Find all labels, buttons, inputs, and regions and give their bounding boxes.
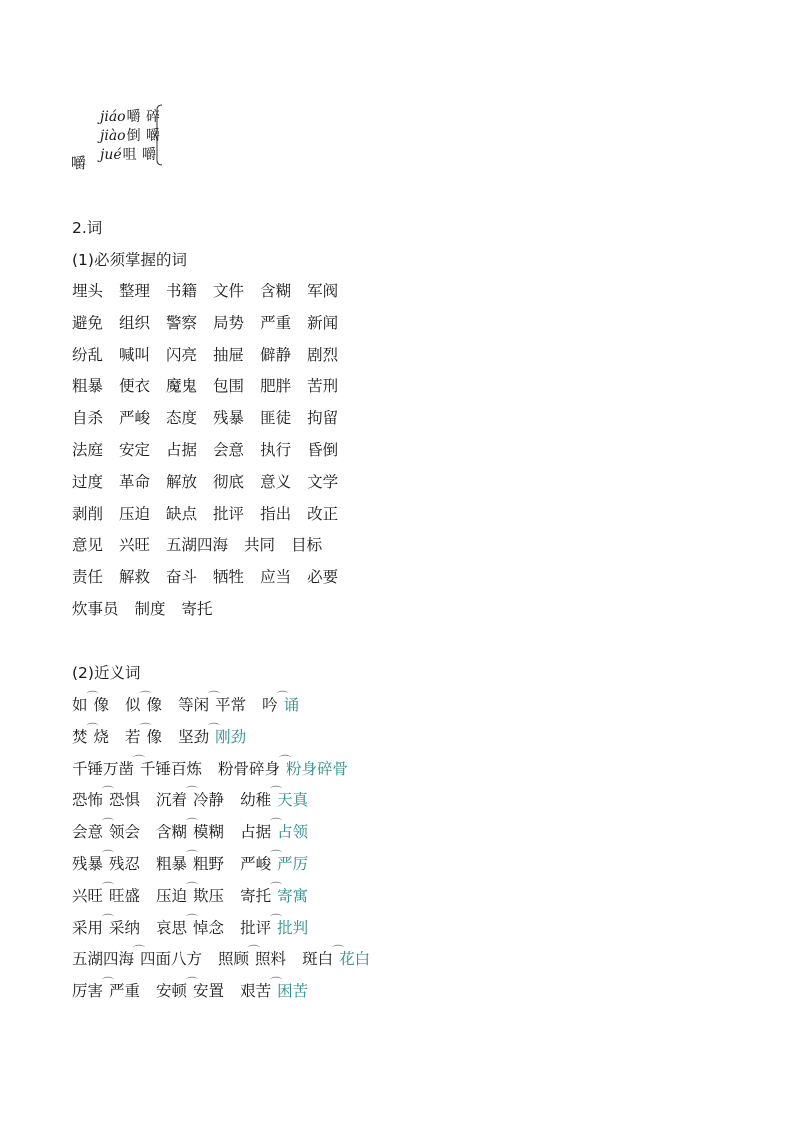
synonym-word: 领会 — [109, 823, 141, 842]
word: 魔鬼 — [166, 377, 198, 396]
word: 彻底 — [213, 472, 245, 491]
synonym-word: 残暴 — [72, 855, 104, 873]
word: 嚼 — [142, 147, 157, 163]
word: 拘留 — [307, 409, 339, 428]
link-arc-icon: ⌒ — [186, 849, 199, 863]
link-arc-icon: ⌒ — [186, 785, 199, 800]
link-arc-icon: ⌒ — [270, 976, 283, 991]
synonym-word: 悼念 — [193, 918, 225, 937]
synonym-word: 寄托 — [240, 886, 272, 905]
word: 粗暴 — [72, 377, 104, 396]
synonym-word: 旺盛 — [109, 886, 141, 905]
synonym-pair — [240, 785, 309, 811]
synonym-row — [72, 849, 324, 875]
synonym-pair — [240, 976, 309, 1002]
word: 意义 — [260, 472, 292, 491]
synonym-word: 占据 — [240, 823, 272, 842]
synonym-word: 千锤万凿 — [72, 759, 135, 778]
word: 整理 — [119, 282, 151, 300]
link-arc-icon: ⌒ — [133, 753, 146, 768]
word: 压迫 — [119, 504, 151, 523]
synonym-word: 等闲 — [178, 696, 210, 714]
synonym-word: 采纳 — [109, 918, 141, 937]
synonym-word: 幼稚 — [240, 791, 272, 810]
word: 嚼 — [146, 128, 161, 144]
link-arc-icon: ⌒ — [102, 976, 115, 991]
synonym-pair — [72, 944, 203, 970]
word-row — [72, 599, 229, 619]
synonym-word: 焚 — [72, 727, 88, 746]
pinyin: jiáo — [100, 109, 126, 125]
synonym-word: 会意 — [72, 823, 104, 842]
word: 严峻 — [119, 409, 151, 428]
word: 局势 — [213, 313, 245, 332]
word-row — [72, 567, 354, 587]
synonym-word: 占领 — [277, 823, 309, 842]
synonym-pair — [72, 912, 141, 939]
synonym-word: 含糊 — [156, 823, 188, 842]
synonym-word: 刚劲 — [215, 727, 247, 746]
word: 闪亮 — [166, 345, 198, 364]
synonym-pair — [218, 944, 287, 970]
word: 制度 — [134, 600, 166, 618]
word: 倒 — [126, 128, 141, 144]
word: 组织 — [119, 313, 151, 332]
synonym-pair — [156, 849, 225, 875]
synonym-row — [72, 976, 324, 1002]
synonym-word: 冷静 — [193, 791, 225, 810]
synonym-pair — [240, 880, 309, 907]
word: 目标 — [291, 536, 323, 555]
link-arc-icon: ⌒ — [270, 849, 283, 863]
word: 缺点 — [166, 504, 198, 523]
synonym-pair — [72, 690, 110, 716]
word: 新闻 — [307, 313, 339, 332]
synonym-word: 困苦 — [277, 982, 309, 1001]
word: 书籍 — [166, 282, 198, 300]
link-arc-icon: ⌒ — [270, 785, 283, 800]
synonym-word: 模糊 — [193, 823, 225, 842]
word: 肥胖 — [260, 377, 292, 396]
word: 碎 — [146, 109, 161, 125]
word-row — [72, 408, 354, 428]
link-arc-icon: ⌒ — [270, 817, 283, 832]
link-arc-icon: ⌒ — [186, 976, 199, 991]
word: 昏倒 — [307, 441, 339, 459]
link-arc-icon: ⌒ — [139, 690, 152, 704]
synonym-row — [72, 753, 364, 780]
word-row — [72, 376, 354, 396]
synonym-word: 批评 — [240, 918, 272, 937]
word-row — [72, 535, 338, 555]
subsection-title: (2)近义词 — [72, 664, 141, 682]
reading-1 — [100, 108, 160, 126]
synonym-pair — [72, 721, 110, 748]
synonym-word: 恐惧 — [109, 791, 141, 810]
word-row — [72, 440, 354, 460]
synonym-word: 压迫 — [156, 886, 188, 905]
word: 态度 — [166, 409, 198, 428]
word: 安定 — [119, 441, 151, 459]
synonym-pair — [72, 849, 141, 875]
synonym-word: 吟 — [262, 696, 278, 714]
synonym-word: 粗野 — [193, 855, 225, 873]
word: 抽屉 — [213, 345, 245, 364]
polyphone-char: 嚼 — [71, 154, 87, 172]
synonym-pair — [262, 690, 300, 716]
synonym-row — [72, 880, 324, 907]
synonym-word: 若 — [125, 727, 141, 746]
link-arc-icon: ⌒ — [102, 880, 115, 895]
synonym-word: 欺压 — [193, 886, 225, 905]
synonym-word: 像 — [93, 696, 110, 714]
synonym-pair — [125, 690, 163, 716]
polyphone-block — [70, 104, 270, 174]
reading-2 — [100, 127, 160, 145]
synonym-pair — [302, 944, 371, 970]
word: 嚼 — [126, 109, 141, 125]
word: 责任 — [72, 568, 104, 587]
link-arc-icon: ⌒ — [86, 721, 99, 736]
link-arc-icon: ⌒ — [208, 721, 221, 736]
subsection-title: (1)必须掌握的词 — [72, 251, 187, 269]
word-row — [72, 504, 354, 524]
synonym-word: 平常 — [215, 696, 247, 714]
word: 炊事员 — [72, 600, 119, 618]
synonym-pair — [156, 880, 225, 907]
word-row — [72, 472, 354, 492]
synonym-word: 哀思 — [156, 918, 188, 937]
word-row — [72, 313, 354, 333]
synonym-pair — [156, 785, 225, 811]
synonym-word: 坚劲 — [178, 727, 210, 746]
word: 解放 — [166, 472, 198, 491]
link-arc-icon: ⌒ — [279, 753, 292, 768]
word: 包围 — [213, 377, 245, 396]
word: 会意 — [213, 441, 245, 459]
word: 占据 — [166, 441, 198, 459]
word: 文件 — [213, 282, 245, 300]
synonym-pair — [72, 785, 141, 811]
synonym-word: 粗暴 — [156, 855, 188, 873]
synonym-word: 安置 — [193, 982, 225, 1001]
word: 自杀 — [72, 409, 104, 428]
synonym-pair — [156, 817, 225, 843]
synonym-row — [72, 721, 262, 748]
word: 苦刑 — [307, 377, 339, 396]
link-arc-icon: ⌒ — [102, 849, 115, 863]
word: 五湖四海 — [166, 536, 229, 555]
synonym-word: 批判 — [277, 918, 309, 937]
synonym-word: 四面八方 — [140, 950, 203, 969]
synonym-word: 粉身碎骨 — [286, 759, 349, 778]
synonym-word: 粉骨碎身 — [218, 759, 281, 778]
synonym-pair — [125, 721, 163, 748]
word: 便衣 — [119, 377, 151, 396]
synonym-word: 烧 — [93, 727, 110, 746]
word: 过度 — [72, 472, 104, 491]
link-arc-icon: ⌒ — [208, 690, 221, 704]
synonym-pair — [72, 817, 141, 843]
synonym-word: 恐怖 — [72, 791, 104, 810]
link-arc-icon: ⌒ — [102, 912, 115, 927]
reading-3 — [100, 146, 156, 164]
synonym-pair — [72, 880, 141, 907]
synonym-word: 似 — [125, 696, 141, 714]
synonym-word: 如 — [72, 696, 88, 714]
synonym-word: 天真 — [277, 791, 309, 810]
synonym-word: 残忍 — [109, 855, 141, 873]
word: 避免 — [72, 313, 104, 332]
word-row — [72, 281, 354, 301]
word: 残暴 — [213, 409, 245, 428]
synonym-row — [72, 690, 315, 716]
word: 改正 — [307, 504, 339, 523]
word: 执行 — [260, 441, 292, 459]
word: 严重 — [260, 313, 292, 332]
pinyin: jiào — [100, 128, 126, 144]
synonym-word: 照料 — [255, 950, 287, 969]
synonym-word: 采用 — [72, 918, 104, 937]
word: 僻静 — [260, 345, 292, 364]
link-arc-icon: ⌒ — [270, 880, 283, 895]
synonym-row — [72, 912, 324, 939]
synonym-pair — [178, 721, 247, 748]
synonym-row — [72, 944, 386, 970]
synonym-pair — [240, 849, 309, 875]
synonym-pair — [156, 976, 225, 1002]
word: 含糊 — [260, 282, 292, 300]
synonym-row — [72, 785, 324, 811]
link-arc-icon: ⌒ — [186, 817, 199, 832]
word: 剥削 — [72, 504, 104, 523]
word: 警察 — [166, 313, 198, 332]
link-arc-icon: ⌒ — [139, 721, 152, 736]
link-arc-icon: ⌒ — [102, 817, 115, 832]
word: 咀 — [122, 147, 137, 163]
word: 法庭 — [72, 441, 104, 459]
link-arc-icon: ⌒ — [186, 880, 199, 895]
pinyin: jué — [100, 147, 122, 163]
word: 寄托 — [181, 600, 213, 618]
word: 纷乱 — [72, 345, 104, 364]
synonym-word: 兴旺 — [72, 886, 104, 905]
synonym-word: 千锤百炼 — [140, 759, 203, 778]
word: 兴旺 — [119, 536, 151, 555]
word: 意见 — [72, 536, 104, 555]
synonym-word: 照顾 — [218, 950, 250, 969]
synonym-word: 安顿 — [156, 982, 188, 1001]
synonym-word: 像 — [146, 696, 163, 714]
synonym-word: 厉害 — [72, 982, 104, 1001]
synonym-pair — [72, 753, 203, 780]
synonym-word: 沉着 — [156, 791, 188, 810]
word: 牺牲 — [213, 568, 245, 587]
link-arc-icon: ⌒ — [332, 944, 345, 959]
synonym-word: 寄寓 — [277, 886, 309, 905]
word: 革命 — [119, 472, 151, 491]
link-arc-icon: ⌒ — [102, 785, 115, 800]
word: 剧烈 — [307, 345, 339, 364]
link-arc-icon: ⌒ — [248, 944, 261, 959]
word: 必要 — [307, 568, 339, 587]
synonym-row — [72, 817, 324, 843]
word: 军阀 — [307, 282, 339, 300]
word: 共同 — [244, 536, 276, 555]
word: 埋头 — [72, 282, 104, 300]
synonym-word: 诵 — [283, 696, 300, 714]
word: 奋斗 — [166, 568, 198, 587]
link-arc-icon: ⌒ — [86, 690, 99, 704]
link-arc-icon: ⌒ — [186, 912, 199, 927]
synonym-pair — [72, 976, 141, 1002]
word-row — [72, 345, 354, 365]
synonym-word: 严厉 — [277, 855, 309, 873]
synonym-word: 斑白 — [302, 950, 334, 969]
word: 喊叫 — [119, 345, 151, 364]
word: 批评 — [213, 504, 245, 523]
synonym-word: 严峻 — [240, 855, 272, 873]
synonym-pair — [240, 912, 309, 939]
word: 文学 — [307, 472, 339, 491]
synonym-word: 艰苦 — [240, 982, 272, 1001]
section-title: 2.词 — [72, 219, 103, 237]
link-arc-icon: ⌒ — [276, 690, 289, 704]
synonym-pair — [218, 753, 349, 780]
synonym-word: 五湖四海 — [72, 950, 135, 969]
word: 应当 — [260, 568, 292, 587]
synonym-word: 像 — [146, 727, 163, 746]
word: 匪徒 — [260, 409, 292, 428]
link-arc-icon: ⌒ — [133, 944, 146, 959]
synonym-pair — [178, 690, 247, 716]
synonym-word: 严重 — [109, 982, 141, 1001]
synonym-pair — [156, 912, 225, 939]
synonym-pair — [240, 817, 309, 843]
synonym-word: 花白 — [339, 950, 371, 969]
link-arc-icon: ⌒ — [270, 912, 283, 927]
word: 解救 — [119, 568, 151, 587]
word: 指出 — [260, 504, 292, 523]
